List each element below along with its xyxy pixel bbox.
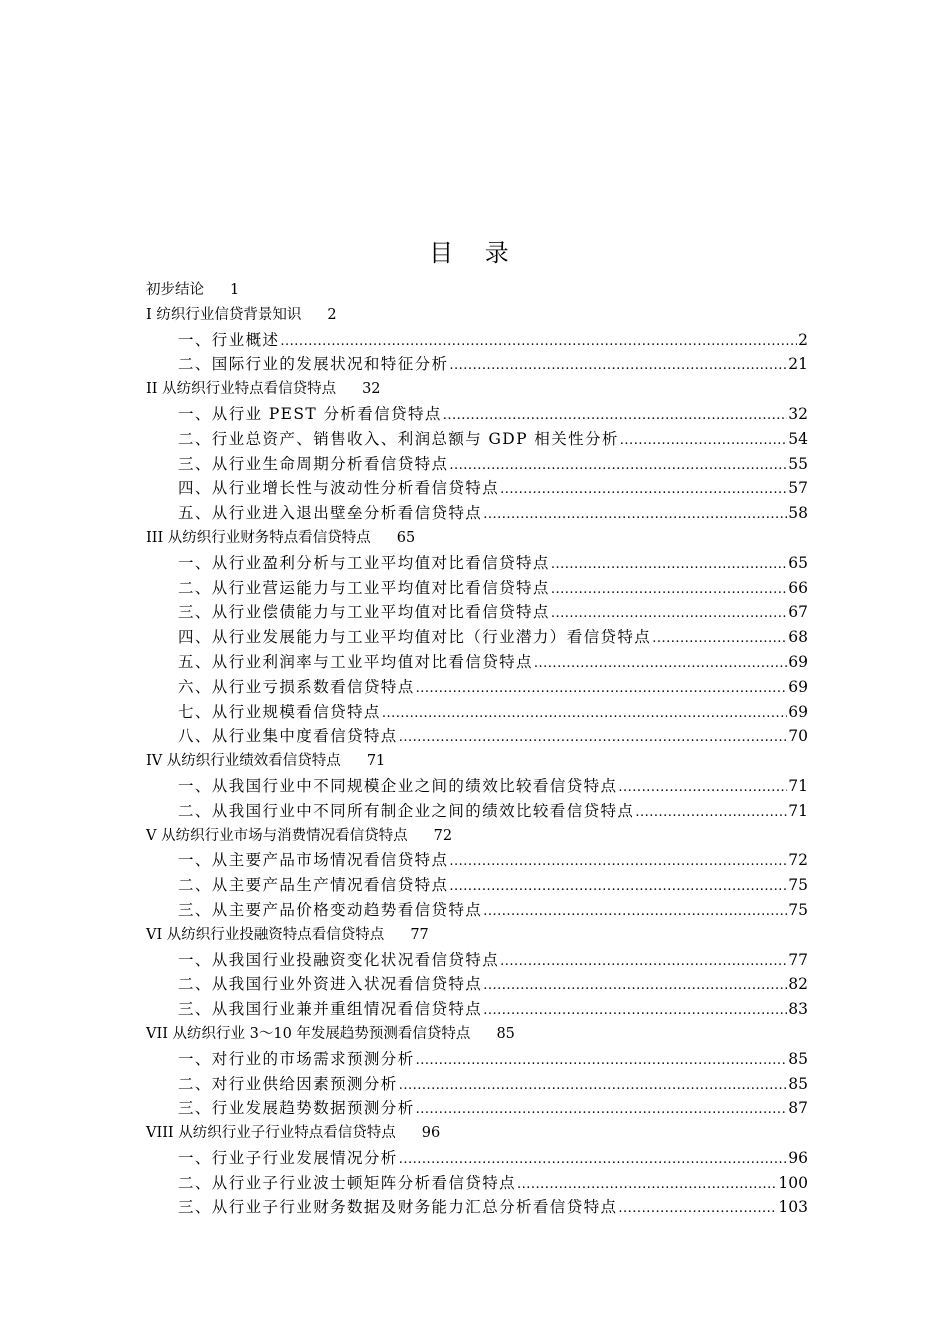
toc-page-number: 67 bbox=[788, 603, 808, 622]
dot-leader bbox=[483, 999, 787, 1024]
toc-section[interactable] bbox=[146, 774, 808, 799]
toc-page-number: 57 bbox=[788, 479, 808, 498]
toc-section[interactable] bbox=[146, 402, 808, 427]
toc-chapter[interactable] bbox=[146, 377, 808, 402]
toc-section[interactable] bbox=[146, 352, 808, 377]
page-title: 目 录 bbox=[429, 239, 521, 267]
toc-entry-title: 一、从我国行业投融资变化状况看信贷特点 bbox=[178, 950, 500, 969]
dot-leader bbox=[399, 1148, 788, 1173]
toc-entry-title: 一、对行业的市场需求预测分析 bbox=[178, 1049, 415, 1068]
toc-section[interactable] bbox=[146, 700, 808, 725]
toc-page-number: 2 bbox=[798, 330, 808, 349]
toc-entry-title: 一、从主要产品市场情况看信贷特点 bbox=[178, 851, 449, 870]
toc-section[interactable] bbox=[146, 848, 808, 873]
toc-section[interactable] bbox=[146, 1171, 808, 1196]
toc-page-number: 96 bbox=[421, 1125, 441, 1142]
toc-entry-title: 一、从我国行业中不同规模企业之间的绩效比较看信贷特点 bbox=[178, 776, 618, 795]
toc-page-number: 65 bbox=[788, 553, 808, 572]
toc-section[interactable] bbox=[146, 452, 808, 477]
toc-entry-title: 三、从我国行业兼并重组情况看信贷特点 bbox=[178, 1000, 483, 1019]
toc-page-number: 72 bbox=[433, 827, 453, 844]
toc-section[interactable] bbox=[146, 600, 808, 625]
toc-chapter[interactable] bbox=[146, 278, 808, 303]
toc-page-number: 75 bbox=[788, 900, 808, 919]
dot-leader bbox=[551, 602, 787, 627]
toc-entry-title: 一、从行业 PEST 分析看信贷特点 bbox=[178, 404, 442, 423]
toc-entry-title: 五、从行业利润率与工业平均值对比看信贷特点 bbox=[178, 652, 533, 671]
toc-page-number: 21 bbox=[788, 355, 808, 374]
toc-entry-title: 二、从行业营运能力与工业平均值对比看信贷特点 bbox=[178, 578, 550, 597]
toc-section[interactable] bbox=[146, 1096, 808, 1121]
toc-chapter[interactable] bbox=[146, 824, 808, 849]
toc-section[interactable] bbox=[146, 1047, 808, 1072]
toc-page-number: 65 bbox=[396, 529, 416, 546]
toc-entry-title: VIII 从纺织行业子行业特点看信贷特点 bbox=[146, 1125, 396, 1142]
dot-leader bbox=[449, 354, 787, 379]
dot-leader bbox=[416, 1098, 788, 1123]
toc-entry-title: 二、国际行业的发展状况和特征分析 bbox=[178, 355, 449, 374]
toc-page-number: 77 bbox=[788, 950, 808, 969]
toc-page-number: 1 bbox=[230, 282, 240, 298]
toc-section[interactable] bbox=[146, 328, 808, 353]
toc-page-number: 82 bbox=[788, 975, 808, 994]
dot-leader bbox=[416, 677, 788, 702]
toc-entry-title: 七、从行业规模看信贷特点 bbox=[178, 702, 381, 721]
toc-page-number: 75 bbox=[788, 876, 808, 895]
toc-entry-title: 二、从主要产品生产情况看信贷特点 bbox=[178, 876, 449, 895]
dot-leader bbox=[382, 702, 787, 727]
dot-leader bbox=[483, 900, 787, 925]
dot-leader bbox=[618, 776, 787, 801]
toc-entry-title: 五、从行业进入退出壁垒分析看信贷特点 bbox=[178, 504, 483, 523]
dot-leader bbox=[551, 553, 787, 578]
toc-chapter[interactable] bbox=[146, 1022, 808, 1047]
toc-page-number: 55 bbox=[788, 454, 808, 473]
toc-section[interactable] bbox=[146, 997, 808, 1022]
toc-entry-title: I 纺织行业信贷背景知识 bbox=[146, 306, 302, 323]
toc-page-number: 85 bbox=[788, 1049, 808, 1068]
dot-leader bbox=[416, 1049, 788, 1074]
toc-entry-title: VII 从纺织行业 3～10 年发展趋势预测看信贷特点 bbox=[146, 1025, 471, 1042]
dot-leader bbox=[399, 726, 788, 751]
dot-leader bbox=[449, 850, 787, 875]
toc-section[interactable] bbox=[146, 476, 808, 501]
toc-page-number: 77 bbox=[410, 926, 429, 943]
toc-section[interactable] bbox=[146, 625, 808, 650]
toc-section[interactable] bbox=[146, 972, 808, 997]
toc-page-number: 58 bbox=[788, 504, 808, 523]
toc-page-number: 69 bbox=[788, 677, 808, 696]
toc-page-number: 32 bbox=[788, 404, 808, 423]
toc-page-number: 72 bbox=[788, 851, 808, 870]
dot-leader bbox=[483, 974, 787, 999]
toc-entry-title: 一、行业子行业发展情况分析 bbox=[178, 1148, 398, 1167]
dot-leader bbox=[618, 1197, 777, 1222]
toc-entry-title: 三、从行业子行业财务数据及财务能力汇总分析看信贷特点 bbox=[178, 1198, 618, 1217]
toc-page-number: 66 bbox=[788, 578, 808, 597]
toc-entry-title: 二、对行业供给因素预测分析 bbox=[178, 1074, 398, 1093]
toc-page-number: 96 bbox=[788, 1148, 808, 1167]
dot-leader bbox=[534, 652, 787, 677]
toc-entry-title: 一、从行业盈利分析与工业平均值对比看信贷特点 bbox=[178, 553, 550, 572]
toc-chapter[interactable] bbox=[146, 1121, 808, 1146]
toc-entry-title: 六、从行业亏损系数看信贷特点 bbox=[178, 677, 415, 696]
toc-entry-title: V 从纺织行业市场与消费情况看信贷特点 bbox=[146, 827, 408, 844]
toc-entry-title: 二、从我国行业外资进入状况看信贷特点 bbox=[178, 975, 483, 994]
toc-entry-title: IV 从纺织行业绩效看信贷特点 bbox=[146, 753, 341, 770]
toc-entry-title: 三、行业发展趋势数据预测分析 bbox=[178, 1099, 415, 1118]
dot-leader bbox=[652, 627, 787, 652]
dot-leader bbox=[500, 950, 787, 975]
toc-section[interactable] bbox=[146, 1146, 808, 1171]
toc-entry-title: 二、从我国行业中不同所有制企业之间的绩效比较看信贷特点 bbox=[178, 801, 635, 820]
dot-leader bbox=[280, 330, 797, 355]
toc-page-number: 68 bbox=[788, 628, 808, 647]
toc-section[interactable] bbox=[146, 650, 808, 675]
dot-leader bbox=[500, 478, 787, 503]
toc-page-number: 83 bbox=[788, 1000, 808, 1019]
toc-section[interactable] bbox=[146, 675, 808, 700]
toc-entry-title: 三、从行业生命周期分析看信贷特点 bbox=[178, 454, 449, 473]
dot-leader bbox=[449, 454, 787, 479]
toc-page-number: 100 bbox=[778, 1173, 808, 1192]
dot-leader bbox=[483, 503, 787, 528]
toc-page-number: 87 bbox=[788, 1099, 808, 1118]
toc-entry-title: III 从纺织行业财务特点看信贷特点 bbox=[146, 529, 371, 546]
toc-page-number: 103 bbox=[778, 1198, 808, 1217]
dot-leader bbox=[443, 404, 788, 429]
dot-leader bbox=[517, 1173, 777, 1198]
toc-chapter[interactable] bbox=[146, 303, 808, 328]
toc-entry-title: 一、行业概述 bbox=[178, 330, 280, 349]
toc-page-number: 71 bbox=[788, 801, 808, 820]
toc-chapter[interactable] bbox=[146, 749, 808, 774]
toc-entry-title: 二、从行业子行业波士顿矩阵分析看信贷特点 bbox=[178, 1173, 517, 1192]
toc-section[interactable] bbox=[146, 551, 808, 576]
toc-section[interactable] bbox=[146, 898, 808, 923]
toc-entry-title: 三、从行业偿债能力与工业平均值对比看信贷特点 bbox=[178, 603, 550, 622]
toc-entry-title: 初步结论 bbox=[146, 282, 204, 298]
dot-leader bbox=[620, 429, 787, 454]
toc-section[interactable] bbox=[146, 576, 808, 601]
toc-entry-title: 四、从行业发展能力与工业平均值对比（行业潜力）看信贷特点 bbox=[178, 628, 652, 647]
dot-leader bbox=[449, 875, 787, 900]
toc-page-number: 2 bbox=[327, 306, 337, 323]
toc-entry-title: 四、从行业增长性与波动性分析看信贷特点 bbox=[178, 479, 500, 498]
toc-section[interactable] bbox=[146, 501, 808, 526]
toc-chapter[interactable] bbox=[146, 526, 808, 551]
toc-page-number: 85 bbox=[788, 1074, 808, 1093]
toc-page-number: 71 bbox=[366, 753, 386, 770]
toc-section[interactable] bbox=[146, 724, 808, 749]
toc-entry-title: II 从纺织行业特点看信贷特点 bbox=[146, 381, 337, 398]
toc-section[interactable] bbox=[146, 1072, 808, 1097]
toc-entry-title: 八、从行业集中度看信贷特点 bbox=[178, 727, 398, 746]
toc-section[interactable] bbox=[146, 873, 808, 898]
dot-leader bbox=[399, 1074, 788, 1099]
toc-section[interactable] bbox=[146, 948, 808, 973]
dot-leader bbox=[551, 578, 787, 603]
toc-entry-title: VI 从纺织行业投融资特点看信贷特点 bbox=[146, 926, 385, 943]
toc-page-number: 71 bbox=[788, 776, 808, 795]
toc-page-number: 85 bbox=[496, 1025, 515, 1042]
dot-leader bbox=[635, 801, 787, 826]
toc-page-number: 69 bbox=[788, 652, 808, 671]
toc-entry-title: 三、从主要产品价格变动趋势看信贷特点 bbox=[178, 900, 483, 919]
toc-page-number: 32 bbox=[362, 381, 381, 398]
toc-entry-title: 二、行业总资产、销售收入、利润总额与 GDP 相关性分析 bbox=[178, 429, 619, 448]
toc-page-number: 54 bbox=[788, 429, 808, 448]
toc-section[interactable] bbox=[146, 799, 808, 824]
table-of-contents bbox=[146, 278, 808, 1220]
toc-section[interactable] bbox=[146, 1195, 808, 1220]
toc-section[interactable] bbox=[146, 427, 808, 452]
toc-page-number: 69 bbox=[788, 702, 808, 721]
toc-chapter[interactable] bbox=[146, 923, 808, 948]
toc-page-number: 70 bbox=[788, 727, 808, 746]
